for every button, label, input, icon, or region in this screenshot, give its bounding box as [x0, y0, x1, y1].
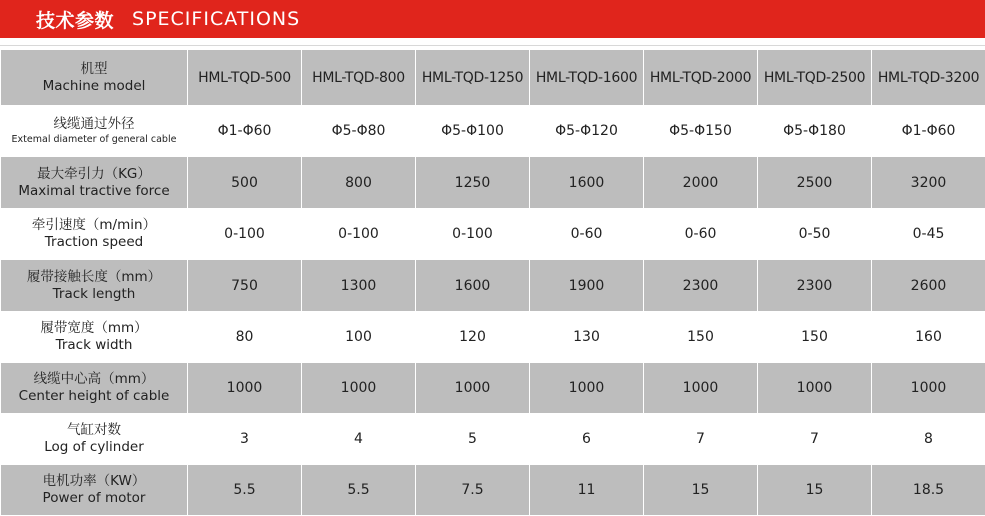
table-cell: 150 [758, 312, 872, 363]
table-cell: 1250 [416, 157, 530, 209]
table-cell: Φ5-Φ80 [302, 106, 416, 157]
table-cell: 7.5 [416, 465, 530, 516]
table-cell: 0-100 [188, 209, 302, 260]
row-label-en: Extemal diameter of general cable [1, 133, 187, 146]
specifications-table [0, 49, 985, 516]
table-cell: 1600 [530, 157, 644, 209]
table-cell: HML-TQD-3200 [872, 50, 985, 106]
table-cell: 1000 [758, 363, 872, 414]
row-label-zh: 履带宽度（mm） [1, 320, 187, 337]
table-cell: Φ5-Φ100 [416, 106, 530, 157]
row-label [1, 50, 188, 106]
row-label-en: Track width [1, 337, 187, 354]
table-row [1, 106, 985, 157]
table-cell: 1600 [416, 260, 530, 312]
table-cell: 1000 [872, 363, 985, 414]
table-cell: 2600 [872, 260, 985, 312]
table-cell: Φ1-Φ60 [188, 106, 302, 157]
table-cell: 1000 [644, 363, 758, 414]
row-label [1, 209, 188, 260]
table-cell: 18.5 [872, 465, 985, 516]
table-row [1, 157, 985, 209]
table-row [1, 50, 985, 106]
table-cell: 8 [872, 414, 985, 465]
table-cell: 0-100 [416, 209, 530, 260]
table-cell: 1000 [416, 363, 530, 414]
table-cell: HML-TQD-1600 [530, 50, 644, 106]
table-cell: Φ5-Φ120 [530, 106, 644, 157]
row-label-zh: 电机功率（KW） [1, 473, 187, 490]
row-label-zh: 气缸对数 [1, 422, 187, 439]
table-cell: 1300 [302, 260, 416, 312]
row-label-en: Log of cylinder [1, 439, 187, 456]
row-label-en: Machine model [1, 78, 187, 95]
table-cell: 0-100 [302, 209, 416, 260]
table-cell: 500 [188, 157, 302, 209]
row-label [1, 157, 188, 209]
table-cell: 11 [530, 465, 644, 516]
row-label [1, 106, 188, 157]
row-label-zh: 牵引速度（m/min） [1, 217, 187, 234]
row-label [1, 312, 188, 363]
row-label [1, 414, 188, 465]
table-cell: 5.5 [302, 465, 416, 516]
table-cell: 0-60 [530, 209, 644, 260]
table-row [1, 465, 985, 516]
table-cell: 130 [530, 312, 644, 363]
table-cell: 1000 [188, 363, 302, 414]
table-row [1, 363, 985, 414]
table-cell: 0-45 [872, 209, 985, 260]
table-cell: 800 [302, 157, 416, 209]
table-cell: 750 [188, 260, 302, 312]
table-cell: HML-TQD-2500 [758, 50, 872, 106]
table-row [1, 260, 985, 312]
table-cell: 6 [530, 414, 644, 465]
page-header [0, 0, 985, 38]
row-label-en: Traction speed [1, 234, 187, 251]
table-cell: 4 [302, 414, 416, 465]
table-cell: Φ5-Φ180 [758, 106, 872, 157]
table-cell: 7 [758, 414, 872, 465]
row-label-zh: 机型 [1, 61, 187, 78]
row-label-en: Power of motor [1, 490, 187, 507]
table-cell: 2500 [758, 157, 872, 209]
header-title-zh: 技术参数 [36, 6, 114, 33]
table-cell: 2000 [644, 157, 758, 209]
table-cell: HML-TQD-1250 [416, 50, 530, 106]
table-cell: HML-TQD-2000 [644, 50, 758, 106]
table-cell: Φ1-Φ60 [872, 106, 985, 157]
table-cell: 1900 [530, 260, 644, 312]
row-label [1, 260, 188, 312]
table-cell: HML-TQD-800 [302, 50, 416, 106]
table-cell: 0-60 [644, 209, 758, 260]
table-row [1, 312, 985, 363]
row-label-zh: 线缆通过外径 [1, 116, 187, 133]
table-row [1, 414, 985, 465]
table-cell: 3 [188, 414, 302, 465]
row-label [1, 363, 188, 414]
table-cell: 150 [644, 312, 758, 363]
table-cell: 2300 [644, 260, 758, 312]
table-cell: 0-50 [758, 209, 872, 260]
table-cell: 100 [302, 312, 416, 363]
table-cell: 2300 [758, 260, 872, 312]
table-row [1, 209, 985, 260]
table-cell: 80 [188, 312, 302, 363]
table-cell: 120 [416, 312, 530, 363]
table-cell: 1000 [302, 363, 416, 414]
row-label-en: Maximal tractive force [1, 183, 187, 200]
table-cell: 5 [416, 414, 530, 465]
table-cell: 7 [644, 414, 758, 465]
row-label-zh: 履带接触长度（mm） [1, 269, 187, 286]
header-title-en: SPECIFICATIONS [132, 8, 300, 30]
table-cell: 160 [872, 312, 985, 363]
row-label [1, 465, 188, 516]
table-cell: 15 [644, 465, 758, 516]
table-cell: 15 [758, 465, 872, 516]
table-cell: HML-TQD-500 [188, 50, 302, 106]
row-label-en: Track length [1, 286, 187, 303]
table-cell: 5.5 [188, 465, 302, 516]
row-label-en: Center height of cable [1, 388, 187, 405]
specifications-table-body [1, 50, 985, 516]
header-divider [0, 45, 985, 46]
table-cell: 1000 [530, 363, 644, 414]
table-cell: Φ5-Φ150 [644, 106, 758, 157]
row-label-zh: 最大牵引力（KG） [1, 166, 187, 183]
row-label-zh: 线缆中心高（mm） [1, 371, 187, 388]
table-cell: 3200 [872, 157, 985, 209]
